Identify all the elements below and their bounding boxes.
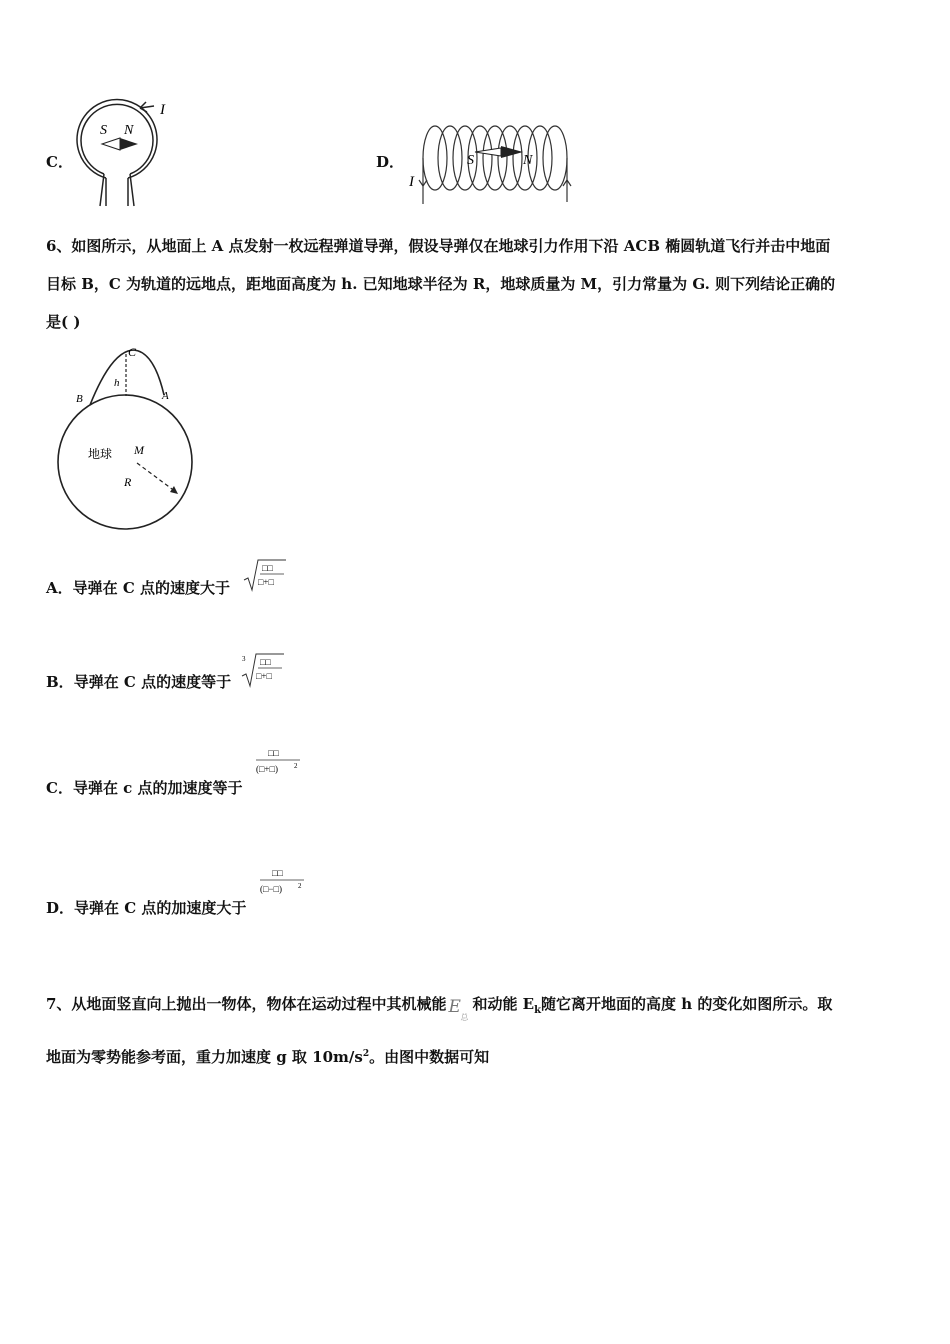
- q7-line-2-part-b: 。由图中数据可知: [369, 1048, 490, 1066]
- option-d-text: 导弹在 C 点的加速度大于: [74, 899, 247, 917]
- q7-line-1-part-a: 7、从地面竖直向上抛出一物体，物体在运动过程中其机械能: [46, 995, 447, 1013]
- loop-current-figure: [70, 98, 170, 208]
- formula-c-numerator: □□: [268, 748, 279, 758]
- formula-b-numerator: □□: [260, 657, 271, 667]
- q6-option-b: [46, 672, 231, 692]
- option-d-label: D．: [376, 153, 405, 171]
- q6-option-a: [46, 578, 230, 598]
- e-total-symbol: E: [448, 997, 461, 1017]
- formula-c-exponent: 2: [294, 762, 298, 770]
- mass-m-label: M: [134, 443, 144, 457]
- option-a-text: 导弹在 C 点的速度大于: [72, 579, 231, 597]
- formula-b: [238, 650, 288, 690]
- solenoid-north-label: N: [523, 153, 533, 168]
- ek-subscript: k: [534, 1005, 542, 1016]
- formula-b-root-index: 3: [242, 655, 246, 663]
- q6-line-2: 目标 B，C 为轨道的远地点，距地面高度为 h. 已知地球半径为 R，地球质量为 M，引力常量为 G. 则下列结论正确的: [46, 275, 836, 293]
- height-h-label: h: [114, 377, 120, 389]
- point-b-label: B: [76, 393, 83, 405]
- option-c-text: 导弹在 c 点的加速度等于: [72, 779, 243, 797]
- option-c-label: C．: [46, 153, 73, 171]
- current-label: I: [160, 102, 165, 118]
- earth-label: 地球: [88, 447, 113, 461]
- q7-line-1: [46, 994, 832, 1021]
- radius-r-label: R: [124, 475, 132, 489]
- q6-line-3: 是( ): [46, 313, 81, 331]
- e-total-subscript: 总: [460, 1013, 469, 1022]
- formula-d-denominator: (□−□): [260, 884, 282, 894]
- q6-option-c: [46, 778, 243, 798]
- q7-line-2: [46, 1044, 489, 1067]
- q7-line-2-part-a: 地面为零势能参考面，重力加速度 g 取 10m/s: [46, 1048, 363, 1066]
- formula-c-denominator: (□+□): [256, 764, 278, 774]
- formula-d: [256, 864, 308, 900]
- formula-a-numerator: □□: [262, 563, 273, 573]
- q7-exponent: 2: [362, 1049, 370, 1059]
- option-b-label: B．: [46, 673, 74, 691]
- option-c-label-q6: C．: [46, 779, 73, 797]
- formula-c: [252, 744, 304, 780]
- option-b-text: 导弹在 C 点的速度等于: [73, 673, 232, 691]
- q7-line-1-part-b: 和动能 E: [472, 995, 535, 1013]
- formula-d-numerator: □□: [272, 868, 283, 878]
- option-a-label: A．: [46, 579, 73, 597]
- solenoid-figure: [405, 118, 585, 208]
- option-d-label-q6: D．: [46, 899, 75, 917]
- formula-a-denominator: □+□: [258, 577, 274, 587]
- point-a-label: A: [162, 390, 169, 402]
- solenoid-south-label: S: [467, 153, 474, 168]
- formula-a: [242, 556, 288, 594]
- apogee-c-label: C: [128, 345, 137, 359]
- solenoid-current-label: I: [409, 174, 414, 190]
- south-pole-label: S: [100, 123, 107, 138]
- formula-d-exponent: 2: [298, 882, 302, 890]
- q6-option-d: [46, 898, 246, 918]
- formula-b-denominator: □+□: [256, 671, 272, 681]
- q6-line-1: 6、如图所示，从地面上 A 点发射一枚远程弹道导弹，假设导弹仅在地球引力作用下沿 ACB 椭圆轨道飞行并击中地面: [46, 237, 831, 255]
- north-pole-label: N: [124, 123, 134, 138]
- q7-line-1-part-c: 随它离开地面的高度 h 的变化如图所示。取: [541, 995, 833, 1013]
- orbit-earth-figure: [52, 340, 202, 535]
